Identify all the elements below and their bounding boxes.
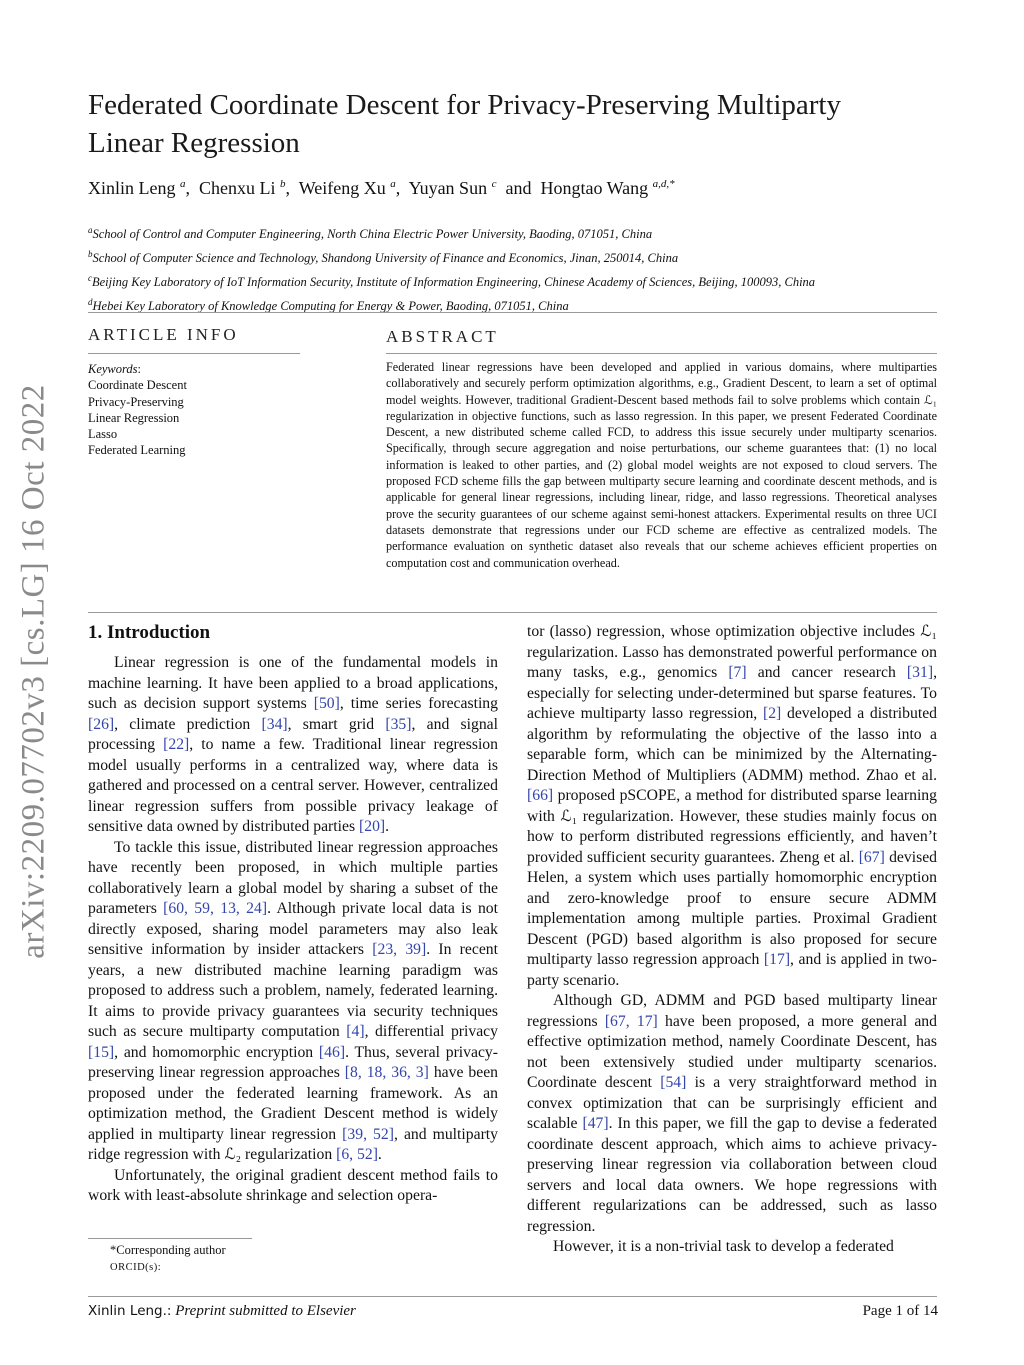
corresponding-author-note: *Corresponding author <box>110 1243 226 1257</box>
orcid-note: ORCID(s): <box>110 1262 162 1273</box>
section-heading-introduction: 1. Introduction <box>88 622 211 643</box>
author-affil-mark: c <box>491 178 497 190</box>
header-divider <box>88 312 937 313</box>
citation-link[interactable]: [67, 17] <box>604 1012 658 1030</box>
citation-link[interactable]: [50] <box>313 695 340 712</box>
affiliation: $^a$School of Control and Computer Engineering, North China Electric Power University, Baoding, 071051, China <box>88 225 653 242</box>
author-joiner: and <box>505 178 532 198</box>
keyword: Federated Learning <box>88 443 186 458</box>
author-affil-mark: a,d,* <box>652 178 675 190</box>
arxiv-stamp-text: arXiv:2209.07702v3 [cs.LG] 16 Oct 2022 <box>15 383 52 959</box>
citation-link[interactable]: [4] <box>346 1023 365 1040</box>
citation-link[interactable]: [7] <box>728 664 747 681</box>
article-info-divider <box>88 353 300 354</box>
keywords-block: Keywords: Coordinate Descent Privacy-Preserving Linear Regression Lasso Federated Learning <box>88 361 303 459</box>
citation-link[interactable]: [46] <box>318 1043 346 1061</box>
keyword: Linear Regression <box>88 410 180 425</box>
citation-link[interactable]: [35] <box>385 715 412 733</box>
citation-link[interactable]: [60, 59, 13, 24] <box>163 900 268 917</box>
author-affil-mark: a <box>180 178 186 190</box>
footnote-divider <box>88 1238 252 1239</box>
citation-link[interactable]: [67] <box>858 848 885 866</box>
citation-link[interactable]: [47] <box>582 1115 609 1132</box>
citation-link[interactable]: [8, 18, 36, 3] <box>344 1064 429 1081</box>
footer-left <box>88 1303 356 1320</box>
citation-link[interactable]: [39, 52] <box>342 1125 394 1143</box>
citation-link[interactable]: [66] <box>527 787 554 804</box>
citation-link[interactable]: [15] <box>88 1043 115 1061</box>
abstract-divider <box>386 353 937 354</box>
citation-link[interactable]: [31] <box>906 664 934 681</box>
author-name: Xinlin Leng <box>88 178 176 198</box>
affiliations <box>88 220 948 317</box>
paragraph: To tackle this issue, distributed linear regression approaches have recently been proposed, in which multiple parties collaboratively learn a global model by sharing a subset of the parameters [60, 59, 13, 24]. Although private local data is not directly exposed, sharing model parameters may also leak sensitive information by insider attackers [23, 39]. In recent years, a new distributed machine learning paradigm was proposed to address such a problem, namely, federated learning. It aims to provide privacy guarantees via security techniques such as secure multiparty computation [4], differential privacy [15], and homomorphic encryption [46]. Thus, several privacy-preserving linear regression approaches [8, 18, 36, 3] have been proposed under the federated learning framework. As an optimization method, the Gradient Descent method is widely applied in multiparty linear regression [39, 52], and multiparty ridge regression with ℒ₂ regularization [6, 52]. <box>88 838 499 1163</box>
author-affil-mark: a <box>390 178 396 190</box>
author-name: Chenxu Li <box>199 178 276 198</box>
title-line-2: Linear Regression <box>88 127 300 159</box>
citation-link[interactable]: [17] <box>763 951 791 968</box>
footer-journal: Preprint submitted to Elsevier <box>175 1303 356 1319</box>
paper-title <box>88 86 938 162</box>
citation-link[interactable]: [22] <box>163 736 190 753</box>
citation-link[interactable]: [26] <box>88 715 115 733</box>
paragraph: tor (lasso) regression, whose optimization objective includes ℒ₁ regularization. Lasso has demonstrated powerful performance on many tasks, e.g., genomics [7] and cancer research [31], especially for selecting under-determined but sparse features. To achieve multiparty lasso regression, [2] developed a distributed algorithm by reformulating the objective of the lasso into a separable form, which can be minimized by the Alternating-Direction Method of Multipliers (ADMM) method. Zhao et al. [66] proposed pSCOPE, a method for distributed sparse learning with ℒ₁ regularization. However, these studies mainly focus on how to perform distributed regressions efficiently, and haven’t provided sufficient security guarantees. Zheng et al. [67] devised Helen, a system which uses partially homomorphic encryption and zero-knowledge proof to ensure secure ADMM implementation among multiple parties. Proximal Gradient Descent (PGD) based algorithm is also proposed for secure multiparty lasso regression approach [17], and is applied in two-party scenario. <box>527 623 938 989</box>
affiliation: $^b$School of Computer Science and Technology, Shandong University of Finance and Economics, Jinan, 250014, China <box>88 249 679 266</box>
keyword: Lasso <box>88 427 118 442</box>
paragraph: Unfortunately, the original gradient descent method fails to work with least-absolute shrinkage and selection opera- <box>88 1166 498 1204</box>
citation-link[interactable]: [20] <box>359 818 386 835</box>
footnote <box>110 1242 226 1276</box>
abstract-text: Federated linear regressions have been developed and applied in various domains, where multiparties collaboratively and securely perform optimization algorithms, e.g., Gradient Descent, to learn a set of optimal model weights. However, traditional Gradient-Descent based methods fail to solve problems which contain ℒ₁ regularization in objective functions, such as lasso regression. In this paper, we present Federated Coordinate Descent, a new distributed scheme called FCD, to address this issue securely under multiparty scenarios. Specifically, through secure aggregation and noise perturbations, our scheme guarantees that: (1) no local information is leaked to other parties, and (2) global model weights are not exposed to cloud servers. The proposed FCD scheme fills the gap between multiparty secure learning and coordinate descent methods, and is applicable for general linear regressions, including linear, ridge, and lasso regressions. Theoretical analyses prove the security guarantees of our scheme against semi-honest attackers. Experimental results on three UCI datasets demonstrate that regressions under our FCD scheme are effective as centralized models. The performance evaluation on synthetic dataset also reveals that our scheme achieves efficient properties on computation cost and communication overhead. <box>386 360 937 570</box>
affiliation: $^d$Hebei Key Laboratory of Knowledge Computing for Energy & Power, Baoding, 071051, China <box>88 297 569 314</box>
footer-divider <box>88 1296 937 1297</box>
citation-link[interactable]: [6, 52] <box>336 1146 378 1163</box>
author-name: Yuyan Sun <box>408 178 488 198</box>
citation-link[interactable]: [54] <box>660 1074 687 1091</box>
left-column <box>88 653 498 1207</box>
citation-link[interactable]: [23, 39] <box>372 941 427 958</box>
citation-link[interactable]: [34] <box>261 715 288 733</box>
keyword: Coordinate Descent <box>88 378 187 393</box>
article-info-heading: ARTICLE INFO <box>88 325 239 344</box>
keywords-label: Keywords <box>88 362 138 376</box>
author-name: Hongtao Wang <box>540 178 649 198</box>
paragraph: Although GD, ADMM and PGD based multiparty linear regressions [67, 17] have been proposed, a more general and effective optimization method, namely Coordinate Descent, has not been extensively studied under multiparty scenarios. Coordinate descent [54] is a very straightforward method in convex optimization that can be surprisingly efficient and scalable [47]. In this paper, we fill the gap to devise a federated coordinate descent approach, which aims to achieve privacy-preserving linear regression via collaboration between cloud servers and local data owners. We hope regressions with different regularizations can be addressed, such as lasso regression. <box>527 992 938 1235</box>
right-column <box>527 622 937 1258</box>
title-line-1: Federated Coordinate Descent for Privacy-Preserving Multiparty <box>88 89 841 121</box>
body-divider <box>88 612 937 613</box>
footer-author: Xinlin Leng.: <box>88 1303 172 1319</box>
citation-link[interactable]: [2] <box>762 705 782 722</box>
page-number: Page 1 of 14 <box>862 1303 938 1319</box>
author-list: Xinlin Leng $^a$, Chenxu Li $^b$, Weifeng Xu $^a$, Yuyan Sun $^c$ and Hongtao Wang $^{a,d,*}$ <box>88 178 675 198</box>
author-name: Weifeng Xu <box>298 178 386 198</box>
paragraph: However, it is a non-trivial task to develop a federated <box>553 1238 894 1255</box>
author-affil-mark: b <box>280 178 286 190</box>
affiliation: $^c$Beijing Key Laboratory of IoT Information Security, Institute of Information Engineering, Chinese Academy of Sciences, Beijing, 100093, China <box>88 273 816 290</box>
abstract-heading: ABSTRACT <box>386 327 499 346</box>
arxiv-stamp <box>6 372 62 970</box>
keyword: Privacy-Preserving <box>88 394 184 409</box>
paragraph: Linear regression is one of the fundamental models in machine learning. It have been applied to a broad applications, such as decision support systems [50], time series forecasting [26], climate prediction [34], smart grid [35], and signal processing [22], to name a few. Traditional linear regression model usually performs in a centralized way, where data is gathered and processed on a central server. However, centralized linear regression suffers from possible privacy leakage of sensitive data owned by distributed parties [20]. <box>88 654 498 835</box>
